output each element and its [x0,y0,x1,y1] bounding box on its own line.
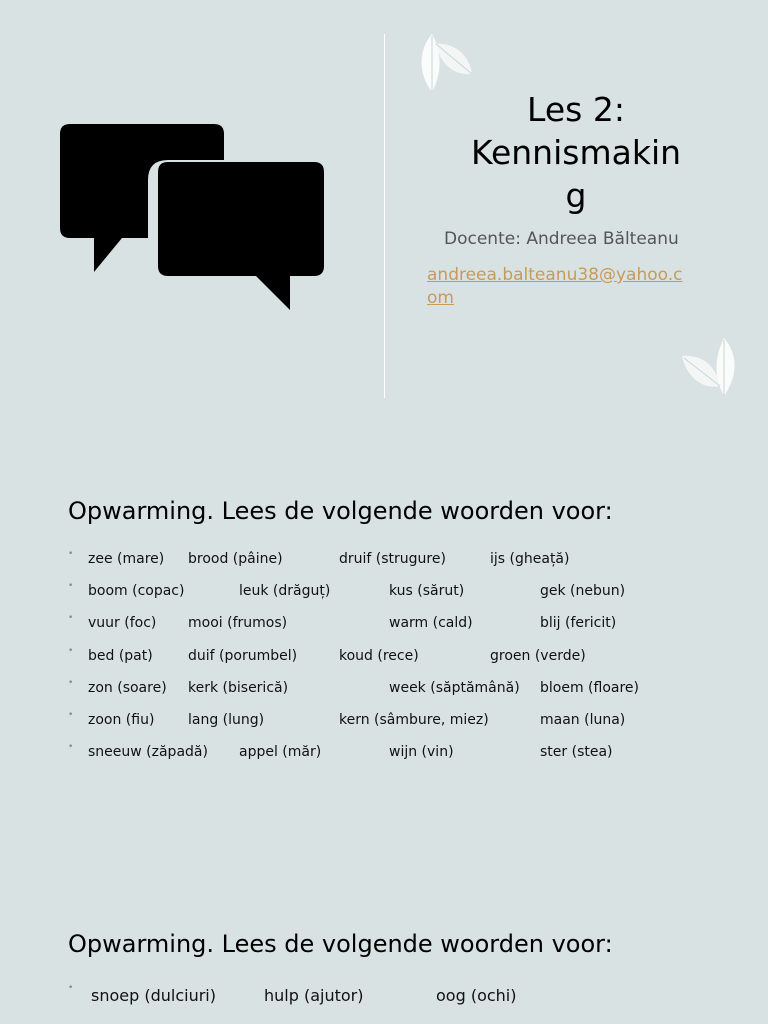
word: zon (soare) [88,680,167,696]
word: bed (pat) [88,648,153,664]
word: zee (mare) [88,551,165,567]
bullet-icon: • [68,742,74,752]
bullet-icon: • [68,549,74,559]
email-line[interactable]: andreea.balteanu38@yahoo.c [427,265,683,285]
word: warm (cald) [389,615,473,631]
bullet-icon: • [68,710,74,720]
list-item [66,551,706,571]
word: ijs (gheață) [490,551,570,567]
word: blij (fericit) [540,615,617,631]
word: zoon (fiu) [88,712,155,728]
word: kerk (biserică) [188,680,289,696]
word: groen (verde) [490,648,586,664]
chat-bubbles-icon [58,122,326,312]
word: mooi (frumos) [188,615,288,631]
title-line: g [565,176,587,215]
word: koud (rece) [339,648,419,664]
list-item [66,712,706,732]
docente-text: Docente: Andreea Bălteanu [444,229,679,249]
list-item [66,983,706,1008]
list-item [66,648,706,668]
word: snoep (dulciuri) [91,986,216,1005]
word: kus (sărut) [389,583,465,599]
word: druif (strugure) [339,551,446,567]
word: vuur (foc) [88,615,157,631]
word: wijn (vin) [389,744,454,760]
word: gek (nebun) [540,583,626,599]
leaf-icon [680,336,740,400]
bullet-icon: • [68,983,74,993]
word: boom (copac) [88,583,185,599]
list-item [66,744,706,764]
word: maan (luna) [540,712,626,728]
word: leuk (drăguț) [239,583,331,599]
bullet-icon: • [68,646,74,656]
vertical-divider [384,34,385,398]
word: duif (porumbel) [188,648,298,664]
leaf-icon [414,30,478,96]
email-link[interactable] [427,264,732,310]
word: oog (ochi) [436,986,517,1005]
word: hulp (ajutor) [264,986,364,1005]
slide-title [455,88,697,217]
bullet-icon: • [68,678,74,688]
word: appel (măr) [239,744,322,760]
word: lang (lung) [188,712,265,728]
list-item [66,680,706,700]
slide-heading: Opwarming. Lees de volgende woorden voor: [68,930,613,958]
bullet-icon: • [68,581,74,591]
email-line[interactable]: om [427,288,454,308]
word: sneeuw (zăpadă) [88,744,208,760]
list-item [66,615,706,635]
word: brood (pâine) [188,551,283,567]
word: bloem (floare) [540,680,639,696]
title-line: Les 2: [527,90,625,129]
slide-heading: Opwarming. Lees de volgende woorden voor: [68,497,613,525]
bullet-icon: • [68,613,74,623]
word: week (săptămână) [389,680,520,696]
title-line: Kennismakin [470,133,682,172]
title-slide [0,0,768,420]
list-item [66,583,706,603]
word: kern (sâmbure, miez) [339,712,489,728]
word: ster (stea) [540,744,613,760]
